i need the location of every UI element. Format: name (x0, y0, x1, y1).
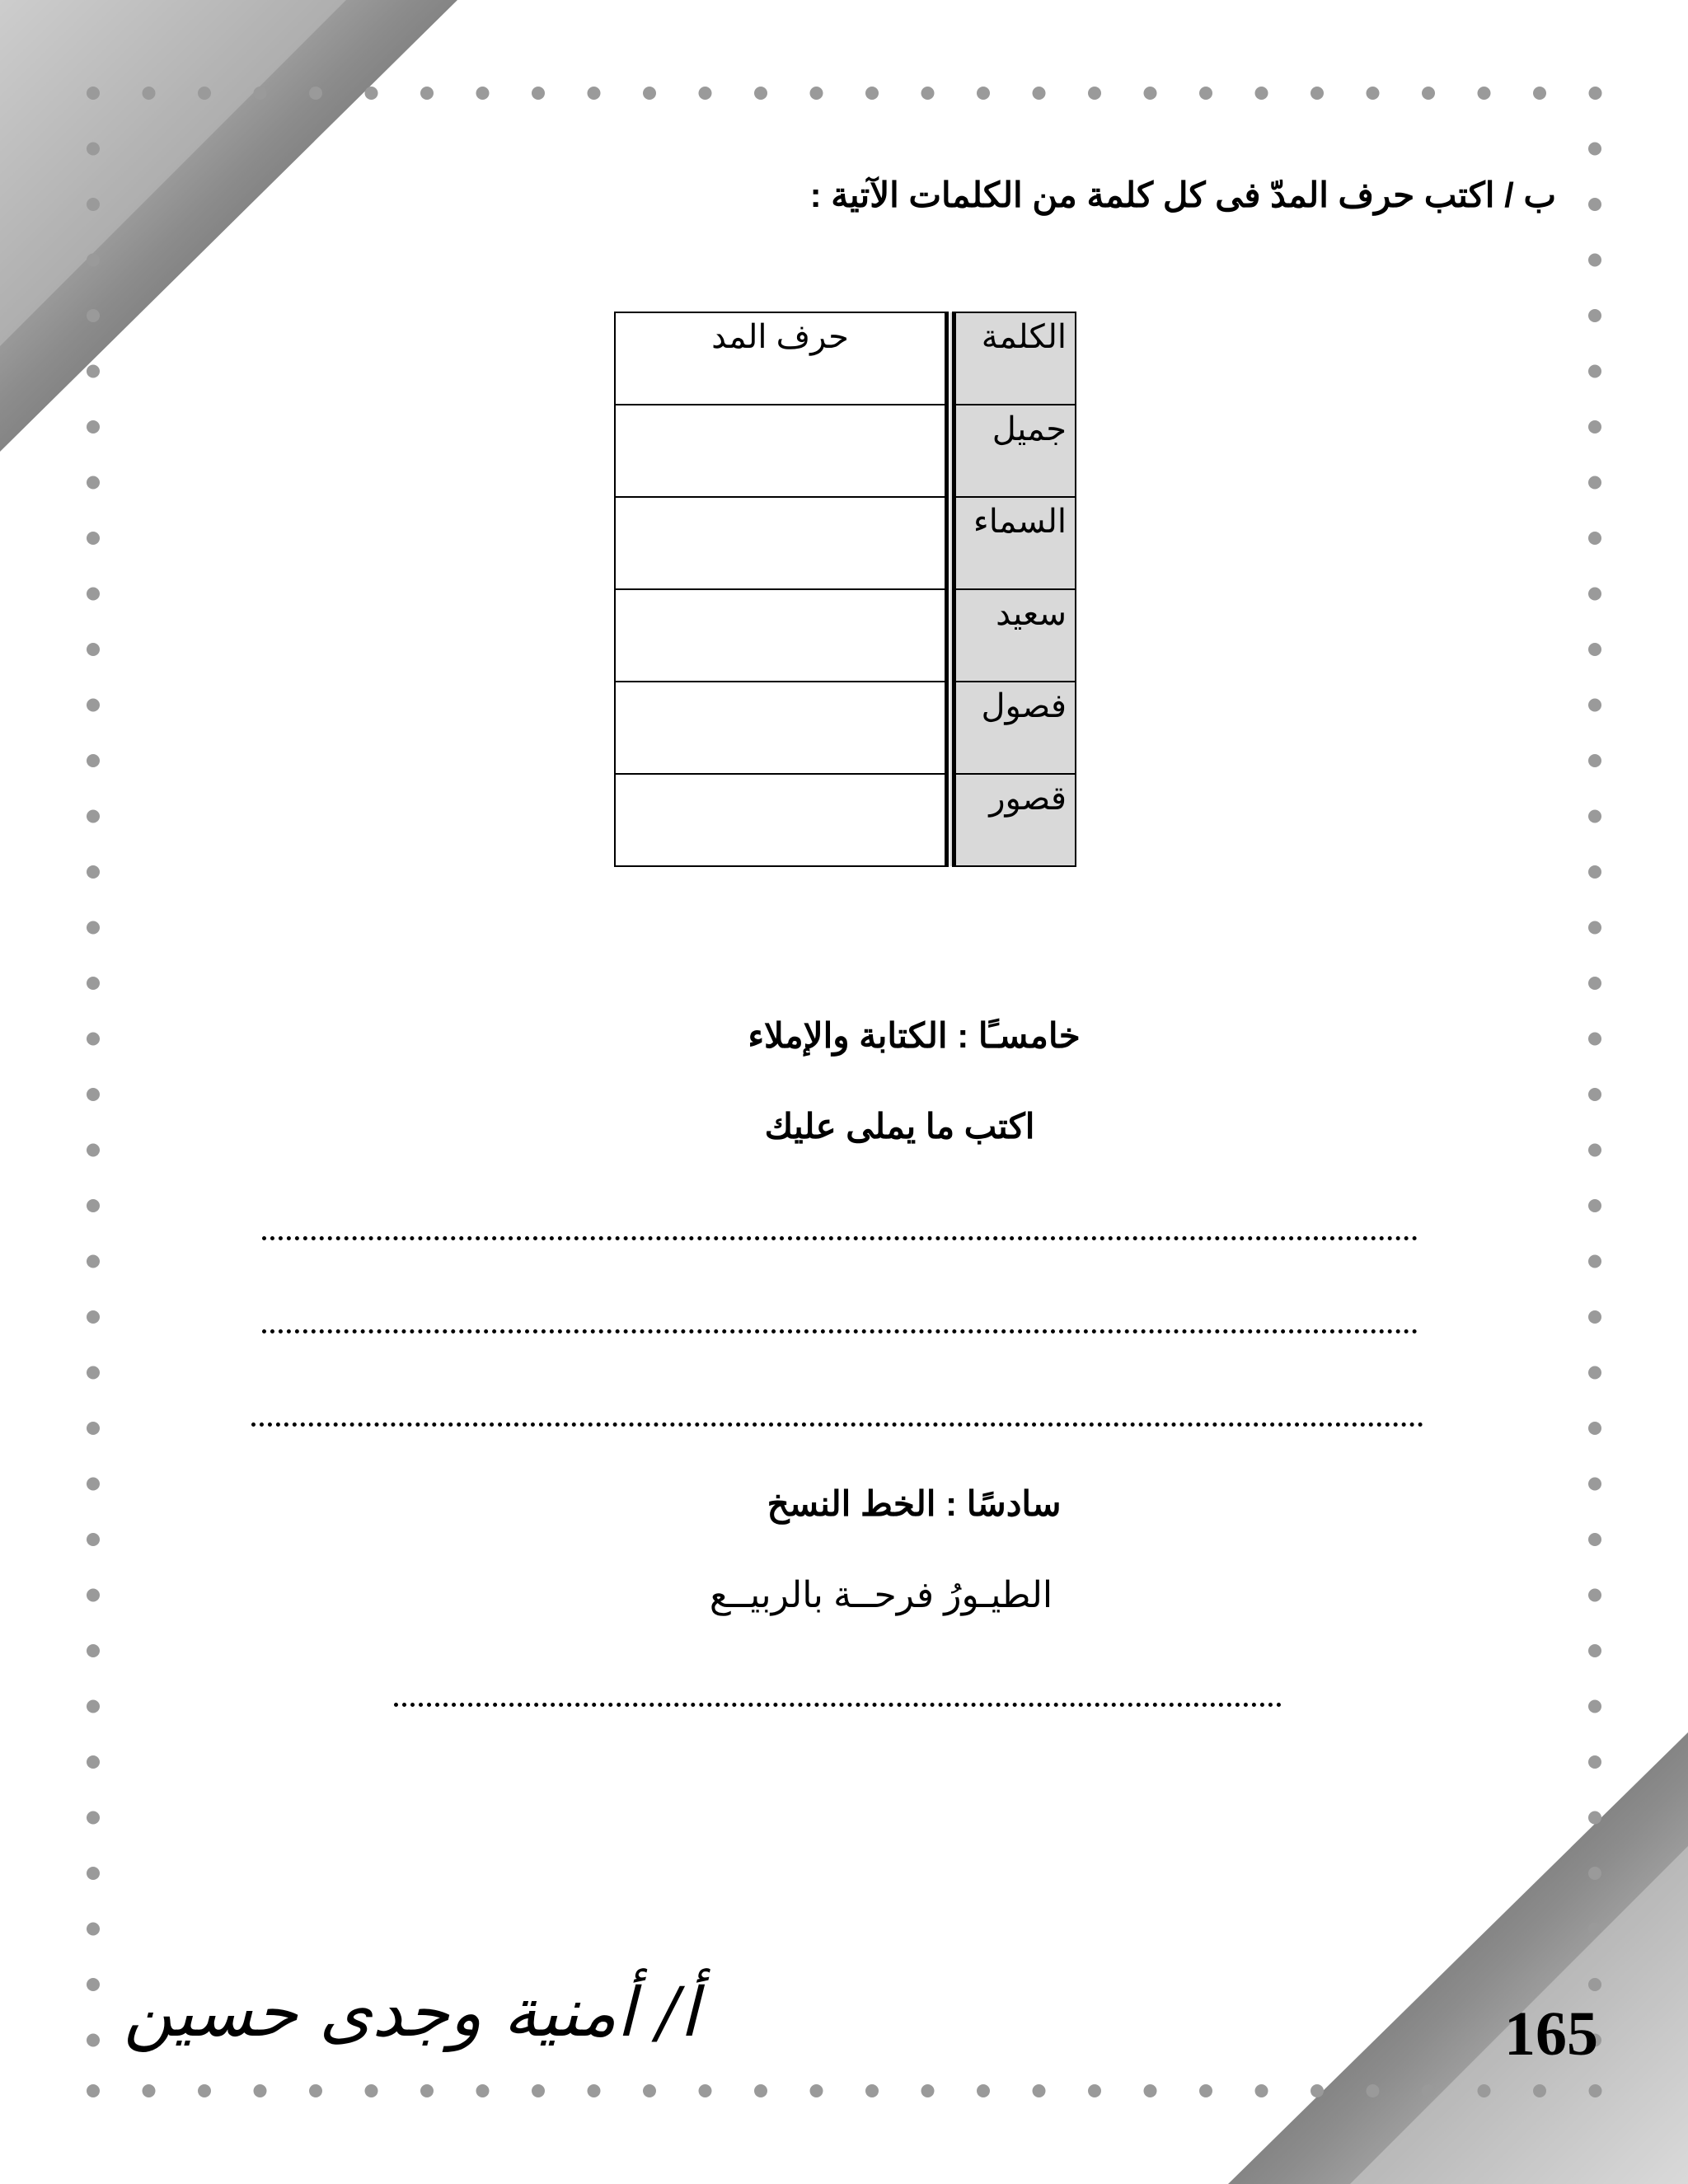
border-dot (1588, 643, 1601, 656)
border-dot (87, 2034, 100, 2047)
border-dot (1588, 921, 1601, 935)
border-dot (1588, 754, 1601, 767)
border-dot (1588, 420, 1601, 434)
border-dot (476, 2084, 490, 2097)
border-dot (699, 87, 712, 100)
madd-letter-table (614, 312, 1076, 867)
border-dot (1589, 2084, 1602, 2097)
border-dot (1588, 309, 1601, 322)
table-header-row (615, 312, 1076, 405)
border-dot (309, 87, 322, 100)
border-dot (87, 254, 100, 267)
border-dot (365, 2084, 378, 2097)
border-dot (87, 1422, 100, 1435)
teacher-signature: أ/ أمنية وجدى حسين (124, 1974, 699, 2052)
border-dot (1088, 87, 1101, 100)
answer-cell[interactable] (615, 682, 950, 774)
border-dot (87, 810, 100, 823)
table-row (615, 682, 1076, 774)
border-dot (588, 2084, 601, 2097)
border-dot (1588, 1310, 1601, 1324)
border-dot (87, 87, 100, 100)
border-dot (254, 2084, 267, 2097)
page-number: 165 (1504, 1999, 1598, 2069)
header-madd-letter: حرف المد (615, 312, 950, 405)
border-dot (1588, 1811, 1601, 1825)
model-sentence-text: الطيـورُ فرحــة بالربيــع (709, 1575, 1053, 1615)
border-dot (87, 476, 100, 490)
border-dot (588, 87, 601, 100)
border-dot (1311, 2084, 1324, 2097)
border-dot (1588, 476, 1601, 490)
border-dot (1588, 1533, 1601, 1546)
border-dot (1588, 977, 1601, 990)
border-dot (1588, 143, 1601, 156)
border-dot (87, 1644, 100, 1657)
border-dot (1588, 1366, 1601, 1380)
section-5-title (0, 1015, 1688, 1056)
border-dot (420, 87, 434, 100)
border-dot (1588, 865, 1601, 879)
border-dot (810, 2084, 823, 2097)
border-dot (1588, 1255, 1601, 1268)
border-dot (87, 643, 100, 656)
border-dot (1588, 1923, 1601, 1936)
border-dot (1255, 2084, 1268, 2097)
border-dot (1199, 87, 1212, 100)
exercise-instruction: ب / اكتب حرف المدّ فى كل كلمة من الكلمات الآتية : (809, 176, 1556, 214)
border-dot (1144, 87, 1157, 100)
border-dot (87, 1867, 100, 1880)
border-dot (87, 365, 100, 378)
word-cell: فصول (950, 682, 1076, 774)
border-dot (1255, 87, 1268, 100)
border-dot (1588, 1978, 1601, 1991)
border-dot (87, 1923, 100, 1936)
border-dot (1589, 87, 1602, 100)
border-dot (1533, 87, 1546, 100)
border-dot (1588, 1199, 1601, 1212)
border-dot (198, 2084, 211, 2097)
border-dot (1199, 2084, 1212, 2097)
border-dot (420, 2084, 434, 2097)
border-dot (1367, 2084, 1380, 2097)
border-dot (87, 532, 100, 545)
dictation-line-1[interactable] (262, 1236, 1418, 1240)
word-cell: السماء (950, 497, 1076, 589)
border-dot (1588, 699, 1601, 712)
border-dot (810, 87, 823, 100)
section-6-title (0, 1483, 1688, 1524)
word-cell: قصور (950, 774, 1076, 866)
border-dot (1533, 2084, 1546, 2097)
table-row (615, 497, 1076, 589)
section-6-title-text: سادسًا : الخط النسخ (767, 1484, 1062, 1523)
border-dot (1588, 1700, 1601, 1713)
table-row (615, 405, 1076, 497)
border-dot (1478, 87, 1491, 100)
handwriting-practice-line[interactable] (394, 1703, 1282, 1707)
border-dot (1588, 1422, 1601, 1435)
border-dot (254, 87, 267, 100)
border-dot (1588, 588, 1601, 601)
border-dot (87, 921, 100, 935)
border-dot (1478, 2084, 1491, 2097)
border-dot (309, 2084, 322, 2097)
border-dot (1588, 532, 1601, 545)
answer-cell[interactable] (615, 774, 950, 866)
border-dot (87, 309, 100, 322)
border-dot (143, 87, 156, 100)
border-dot (532, 87, 545, 100)
border-dot (87, 699, 100, 712)
answer-cell[interactable] (615, 497, 950, 589)
border-dot (1588, 1644, 1601, 1657)
border-dot (1033, 87, 1046, 100)
word-cell: جميل (950, 405, 1076, 497)
border-dot (977, 87, 990, 100)
border-dot (87, 1366, 100, 1380)
table-row (615, 774, 1076, 866)
border-dot (699, 2084, 712, 2097)
border-dot (643, 87, 656, 100)
border-dot (87, 1199, 100, 1212)
border-dot (1588, 365, 1601, 378)
border-dot (365, 87, 378, 100)
border-dot (1588, 1867, 1601, 1880)
header-word: الكلمة (950, 312, 1076, 405)
border-dot (1367, 87, 1380, 100)
border-dot (1588, 1755, 1601, 1769)
border-dot (87, 1978, 100, 1991)
answer-cell[interactable] (615, 589, 950, 682)
border-dot (87, 1700, 100, 1713)
border-dot (754, 2084, 767, 2097)
border-dot (87, 1255, 100, 1268)
border-dot (87, 1088, 100, 1101)
border-dot (643, 2084, 656, 2097)
border-dot (87, 2084, 100, 2097)
handwriting-model-sentence (0, 1574, 1688, 1616)
border-dot (87, 1310, 100, 1324)
border-dot (143, 2084, 156, 2097)
border-dot (87, 1811, 100, 1825)
border-dot (87, 1533, 100, 1546)
dictation-prompt (0, 1106, 1688, 1146)
border-dot (87, 588, 100, 601)
border-dot (1422, 2084, 1435, 2097)
border-dot (865, 87, 879, 100)
border-dot (198, 87, 211, 100)
dictation-line-3[interactable] (251, 1422, 1423, 1427)
border-dot (865, 2084, 879, 2097)
border-dot (921, 2084, 935, 2097)
table-row (615, 589, 1076, 682)
word-cell: سعيد (950, 589, 1076, 682)
border-dot (1588, 1088, 1601, 1101)
border-dot (1588, 810, 1601, 823)
border-dot (1422, 87, 1435, 100)
dictation-line-2[interactable] (262, 1329, 1418, 1333)
border-dot (87, 420, 100, 434)
border-dot (921, 87, 935, 100)
border-dot (1033, 2084, 1046, 2097)
border-dot (754, 87, 767, 100)
border-dot (87, 865, 100, 879)
dictation-prompt-text: اكتب ما يملى عليك (764, 1107, 1035, 1146)
border-dot (1311, 87, 1324, 100)
border-dot (977, 2084, 990, 2097)
border-dot (1088, 2084, 1101, 2097)
border-dot (532, 2084, 545, 2097)
border-dot (1144, 2084, 1157, 2097)
border-dot (476, 87, 490, 100)
border-dot (87, 1755, 100, 1769)
border-dot (1588, 198, 1601, 211)
answer-cell[interactable] (615, 405, 950, 497)
section-5-title-text: خامسـًا : الكتابة والإملاء (748, 1016, 1081, 1055)
border-dot (87, 198, 100, 211)
border-dot (87, 754, 100, 767)
border-dot (87, 143, 100, 156)
border-dot (1588, 254, 1601, 267)
border-dot (87, 977, 100, 990)
